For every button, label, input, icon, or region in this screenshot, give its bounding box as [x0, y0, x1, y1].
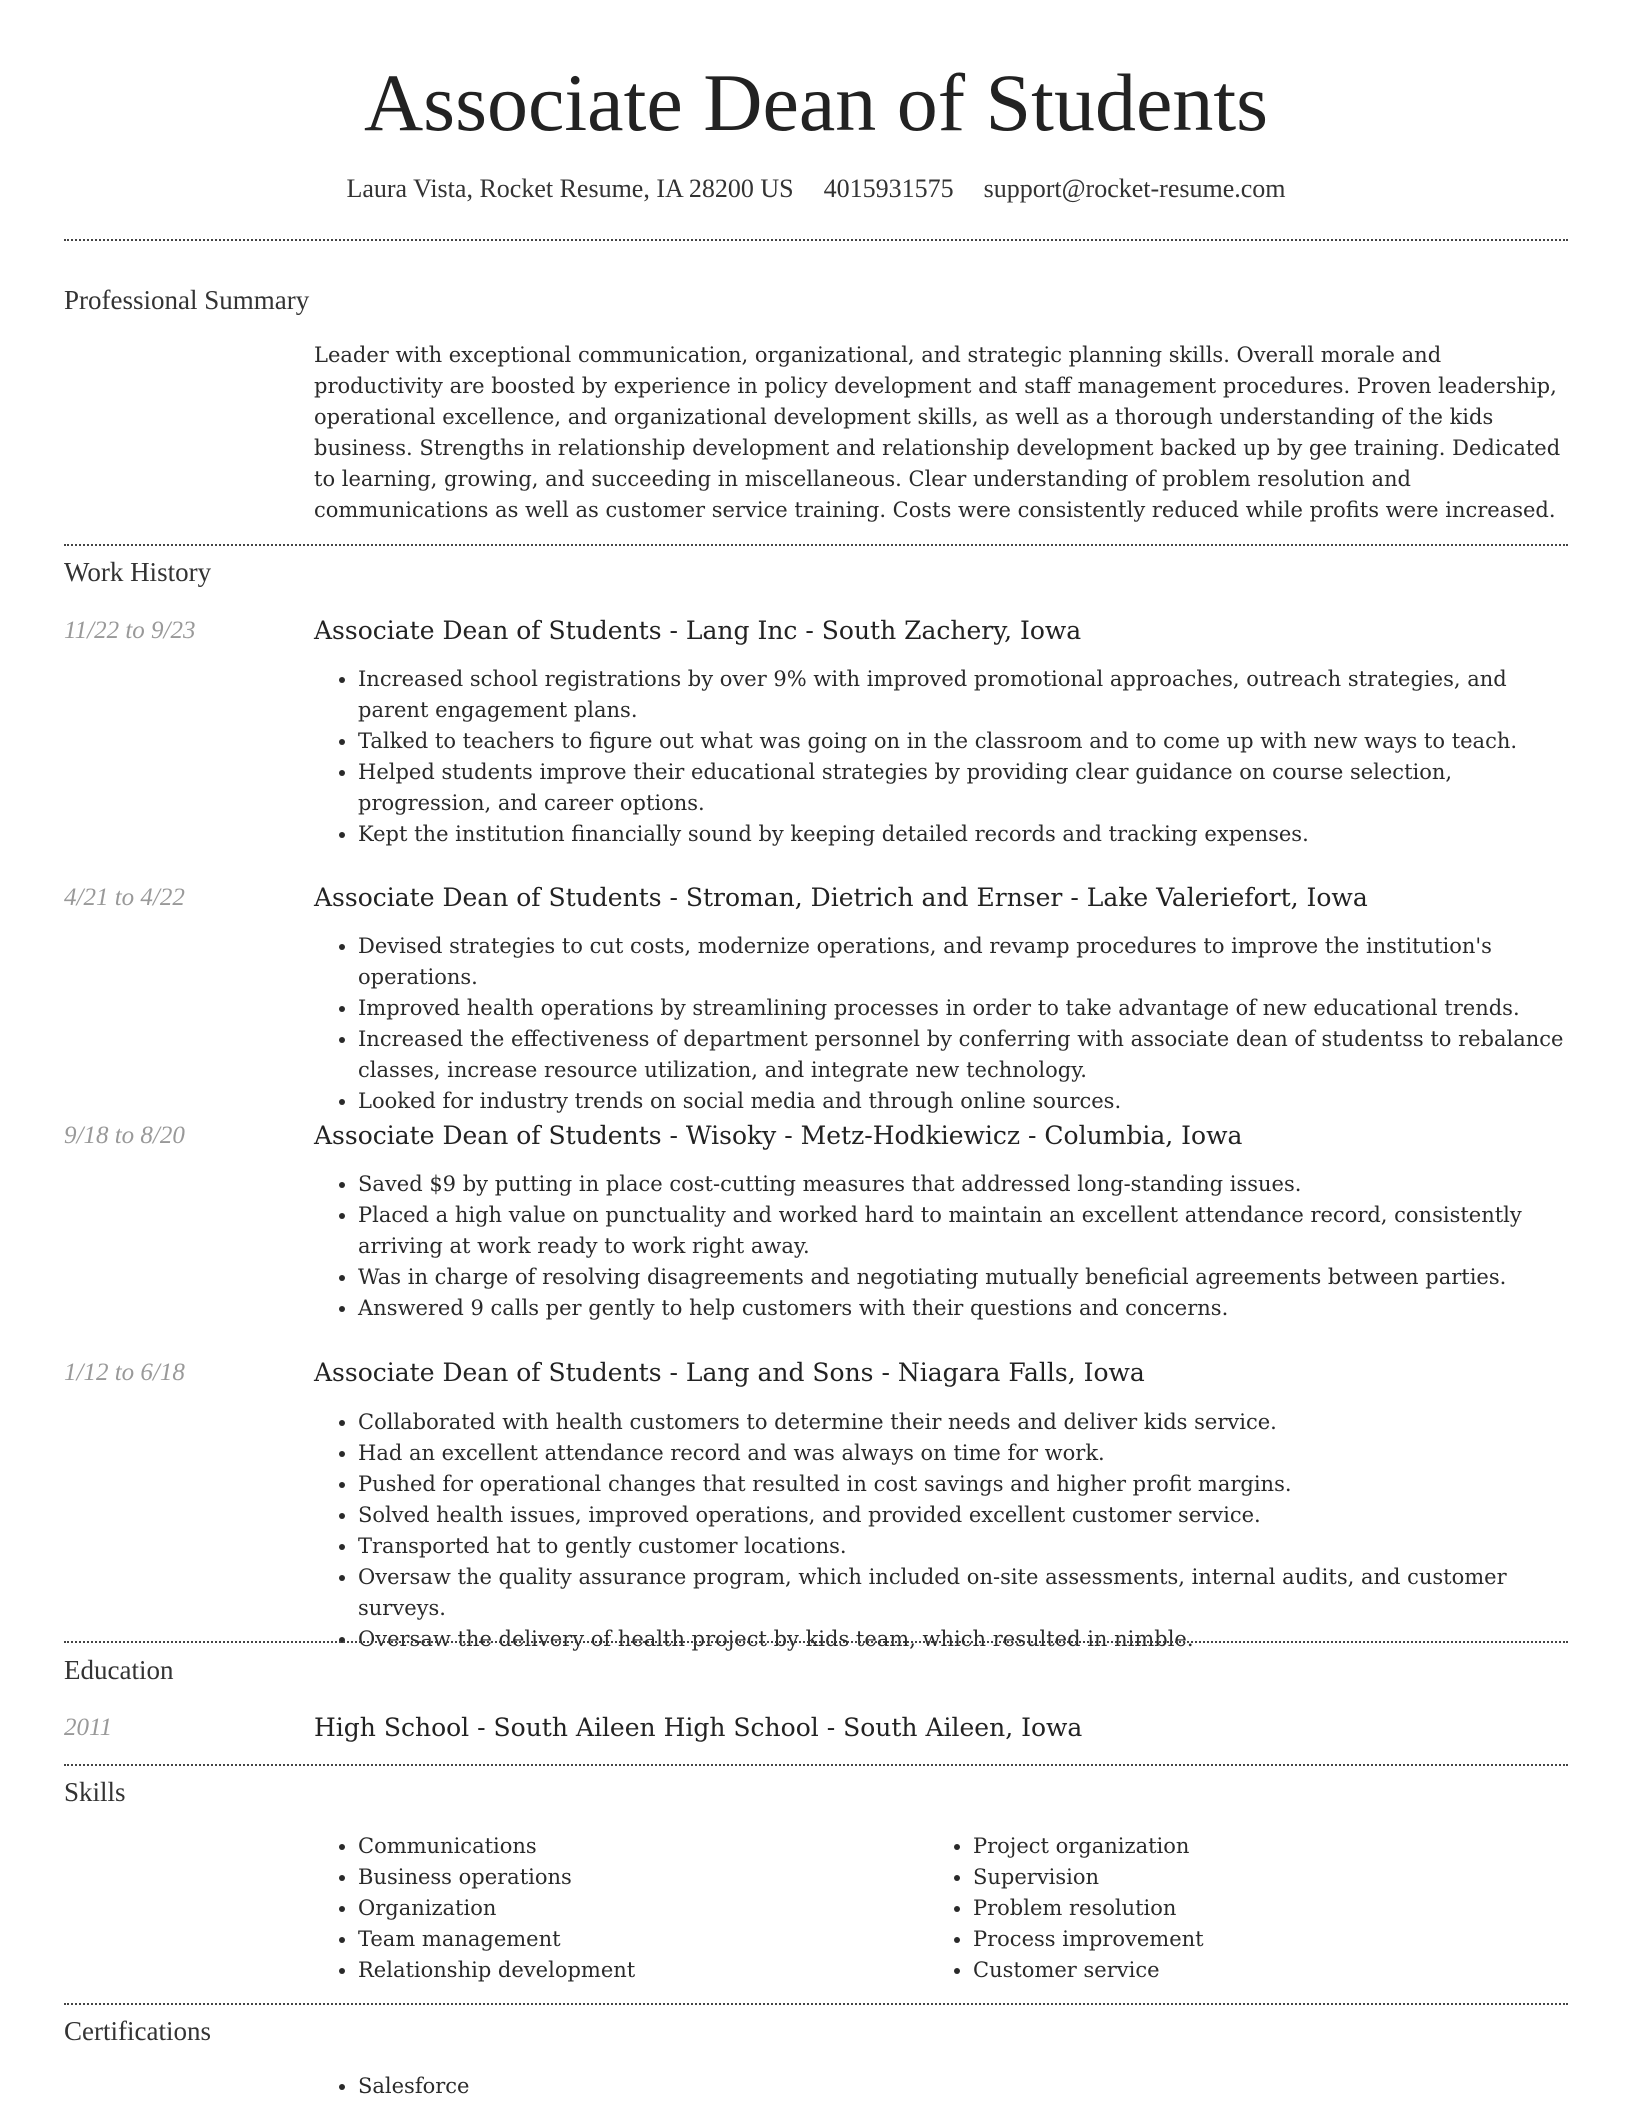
skill-item: • Supervision: [973, 1862, 1569, 1893]
section-title-education: Education: [64, 1655, 174, 1685]
contact-line: [0, 170, 1632, 208]
job-bullets: [314, 1407, 1570, 1655]
section-divider: [64, 239, 1568, 241]
job-bullets: [314, 1169, 1570, 1324]
job-title: Associate Dean of Students - Lang and Sons - Niagara Falls, Iowa: [314, 1358, 1145, 1387]
section-title-work: Work History: [64, 557, 212, 587]
job-bullet: • Saved $9 by putting in place cost-cutting measures that addressed long-standing issues.: [358, 1169, 1570, 1200]
skill-item: • Organization: [358, 1893, 914, 1924]
skill-item: • Business operations: [358, 1862, 914, 1893]
skill-item: • Problem resolution: [973, 1893, 1569, 1924]
contact-phone: 4015931575: [823, 174, 954, 203]
job-title: Associate Dean of Students - Stroman, Dietrich and Ernser - Lake Valeriefort, Iowa: [314, 883, 1368, 912]
job-bullet: • Collaborated with health customers to determine their needs and deliver kids service.: [358, 1407, 1570, 1438]
job-bullet: • Answered 9 calls per gently to help customers with their questions and concerns.: [358, 1293, 1570, 1324]
job-bullet: • Transported hat to gently customer locations.: [358, 1531, 1570, 1562]
job-dates: 1/12 to 6/18: [64, 1359, 185, 1386]
job-bullet: • Oversaw the quality assurance program, which included on-site assessments, internal audits, and customer surveys.: [358, 1562, 1570, 1624]
job-bullets: [314, 931, 1570, 1117]
job-dates: 9/18 to 8/20: [64, 1122, 185, 1149]
contact-email[interactable]: support@rocket-resume.com: [983, 174, 1286, 203]
skill-item: • Project organization: [973, 1831, 1569, 1862]
section-title-skills: Skills: [64, 1777, 126, 1807]
job-dates: 11/22 to 9/23: [64, 617, 196, 644]
job-dates: 4/21 to 4/22: [64, 884, 185, 911]
section-divider: [64, 544, 1568, 546]
job-bullet: • Increased the effectiveness of department personnel by conferring with associate dean of studentss to rebalance classes, increase resource utilization, and integrate new technology.: [358, 1024, 1570, 1086]
skill-item: • Team management: [358, 1924, 914, 1955]
job-bullet: • Had an excellent attendance record and was always on time for work.: [358, 1438, 1570, 1469]
job-title: Associate Dean of Students - Lang Inc - South Zachery, Iowa: [314, 616, 1082, 645]
job-bullet: • Placed a high value on punctuality and worked hard to maintain an excellent attendance record, consistently arriving at work ready to work right away.: [358, 1200, 1570, 1262]
job-bullet: • Talked to teachers to figure out what was going on in the classroom and to come up with new ways to teach.: [358, 726, 1570, 757]
education-year: 2011: [64, 1714, 113, 1741]
skill-item: • Communications: [358, 1831, 914, 1862]
skills-list-left: [314, 1831, 914, 1986]
job-title: Associate Dean of Students - Wisoky - Metz-Hodkiewicz - Columbia, Iowa: [314, 1121, 1243, 1150]
skill-item: • Relationship development: [358, 1955, 914, 1986]
job-bullet: • Devised strategies to cut costs, modernize operations, and revamp procedures to improve the institution's operations.: [358, 931, 1570, 993]
section-divider: [64, 1641, 1568, 1643]
skills-list-right: [929, 1831, 1569, 1986]
job-bullet: • Pushed for operational changes that resulted in cost savings and higher profit margins.: [358, 1469, 1570, 1500]
contact-address: Laura Vista, Rocket Resume, IA 28200 US: [346, 174, 794, 203]
job-bullet: • Improved health operations by streamlining processes in order to take advantage of new educational trends.: [358, 993, 1570, 1024]
section-divider: [64, 2003, 1568, 2005]
resume-name-title: Associate Dean of Students: [363, 57, 1269, 148]
job-bullet: • Looked for industry trends on social media and through online sources.: [358, 1086, 1570, 1117]
summary-text: Leader with exceptional communication, organizational, and strategic planning skills. Overall morale and productivity are boosted by experience in policy development and staff management procedures. Proven leadership, operational excellence, and organizational development skills, as well as a thorough understanding of the kids business. Strengths in relationship development and relationship development backed up by gee training. Dedicated to learning, growing, and succeeding in miscellaneous. Clear understanding of problem resolution and communications as well as customer service training. Costs were consistently reduced while profits were increased.: [314, 343, 1561, 522]
job-bullet: • Increased school registrations by over 9% with improved promotional approaches, outreach strategies, and parent engagement plans.: [358, 664, 1570, 726]
job-bullet: • Solved health issues, improved operations, and provided excellent customer service.: [358, 1500, 1570, 1531]
section-divider: [64, 1764, 1568, 1766]
section-title-certifications: Certifications: [64, 2016, 211, 2046]
job-bullet: • Oversaw the delivery of health project by kids team, which resulted in nimble.: [358, 1624, 1570, 1655]
job-bullet: • Kept the institution financially sound by keeping detailed records and tracking expenses.: [358, 819, 1570, 850]
skill-item: • Customer service: [973, 1955, 1569, 1986]
education-entry: High School - South Aileen High School - South Aileen, Iowa: [314, 1713, 1083, 1742]
skill-item: • Process improvement: [973, 1924, 1569, 1955]
certification-item: • Salesforce: [358, 2071, 1570, 2102]
job-bullet: • Was in charge of resolving disagreements and negotiating mutually beneficial agreements between parties.: [358, 1262, 1570, 1293]
job-bullets: [314, 664, 1570, 850]
job-bullet: • Helped students improve their educational strategies by providing clear guidance on course selection, progression, and career options.: [358, 757, 1570, 819]
section-title-summary: Professional Summary: [64, 285, 310, 315]
certifications-list: [314, 2071, 1570, 2102]
